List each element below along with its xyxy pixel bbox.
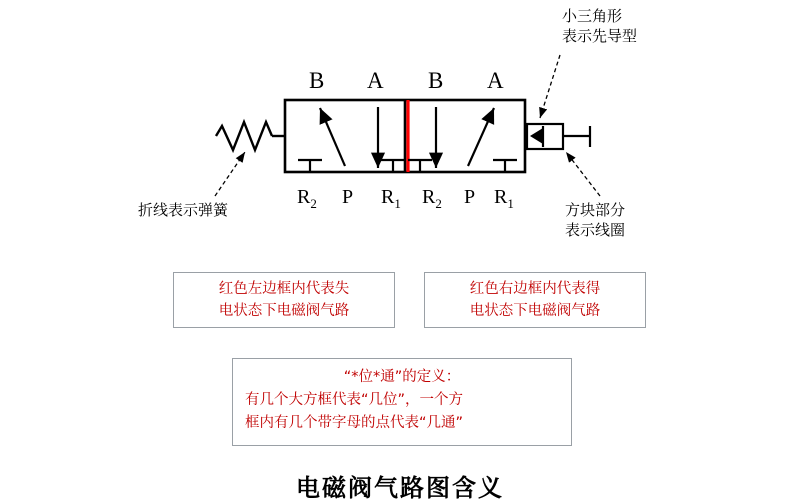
leader-spring: [215, 152, 245, 196]
port-label-bottom-4: [422, 186, 442, 212]
port-label-top-1: B: [309, 68, 325, 93]
port-base: P: [342, 186, 354, 208]
definition-line3: 框内有几个带字母的点代表“几通”: [245, 415, 464, 432]
port-sub: 1: [507, 196, 514, 211]
note-left-line1: 红色左边框内代表失: [218, 281, 350, 297]
port-label-bottom-1: [297, 186, 317, 212]
annotation-pilot: [562, 6, 637, 47]
port-base: R: [381, 186, 395, 208]
port-label-bottom-5: [464, 186, 475, 212]
annotation-spring: 折线表示弹簧: [138, 201, 229, 219]
port-label-top-2: A: [367, 68, 384, 93]
port-base: R: [494, 186, 508, 208]
leader-coil: [566, 152, 600, 196]
note-right-line2: 电状态下电磁阀气路: [469, 302, 601, 319]
port-sub: 1: [394, 196, 401, 211]
port-label-bottom-2: [342, 186, 353, 212]
port-label-bottom-3: [381, 186, 401, 212]
port-base: R: [422, 186, 436, 208]
annotation-coil-line1: 方块部分: [565, 201, 626, 219]
port-label-top-4: A: [487, 68, 504, 93]
definition-box: [232, 358, 572, 446]
definition-line2: 有几个大方框代表“几位”，一个方: [245, 392, 464, 409]
solenoid-symbol: [527, 124, 590, 149]
pilot-triangle: [530, 128, 543, 144]
port-label-bottom-6: [494, 186, 514, 212]
annotation-pilot-line1: 小三角形: [562, 7, 623, 25]
definition-line1: “*位*通”的定义：: [343, 369, 461, 385]
annotation-coil-line2: 表示线圈: [565, 221, 626, 240]
annotation-pilot-line2: 表示先导型: [562, 27, 638, 46]
port-base: R: [297, 186, 311, 208]
figure-title: 电磁阀气路图含义: [296, 474, 504, 502]
port-sub: 2: [310, 196, 317, 211]
spring-symbol: [216, 122, 285, 150]
port-base: P: [464, 186, 476, 208]
note-right-line1: 红色右边框内代表得: [469, 281, 601, 297]
note-box-right: [424, 272, 646, 328]
note-left-line2: 电状态下电磁阀气路: [218, 302, 350, 319]
annotation-coil: [565, 200, 625, 241]
leader-pilot: [540, 55, 560, 118]
port-sub: 2: [435, 196, 442, 211]
port-label-top-3: B: [428, 68, 444, 93]
note-box-left: [173, 272, 395, 328]
